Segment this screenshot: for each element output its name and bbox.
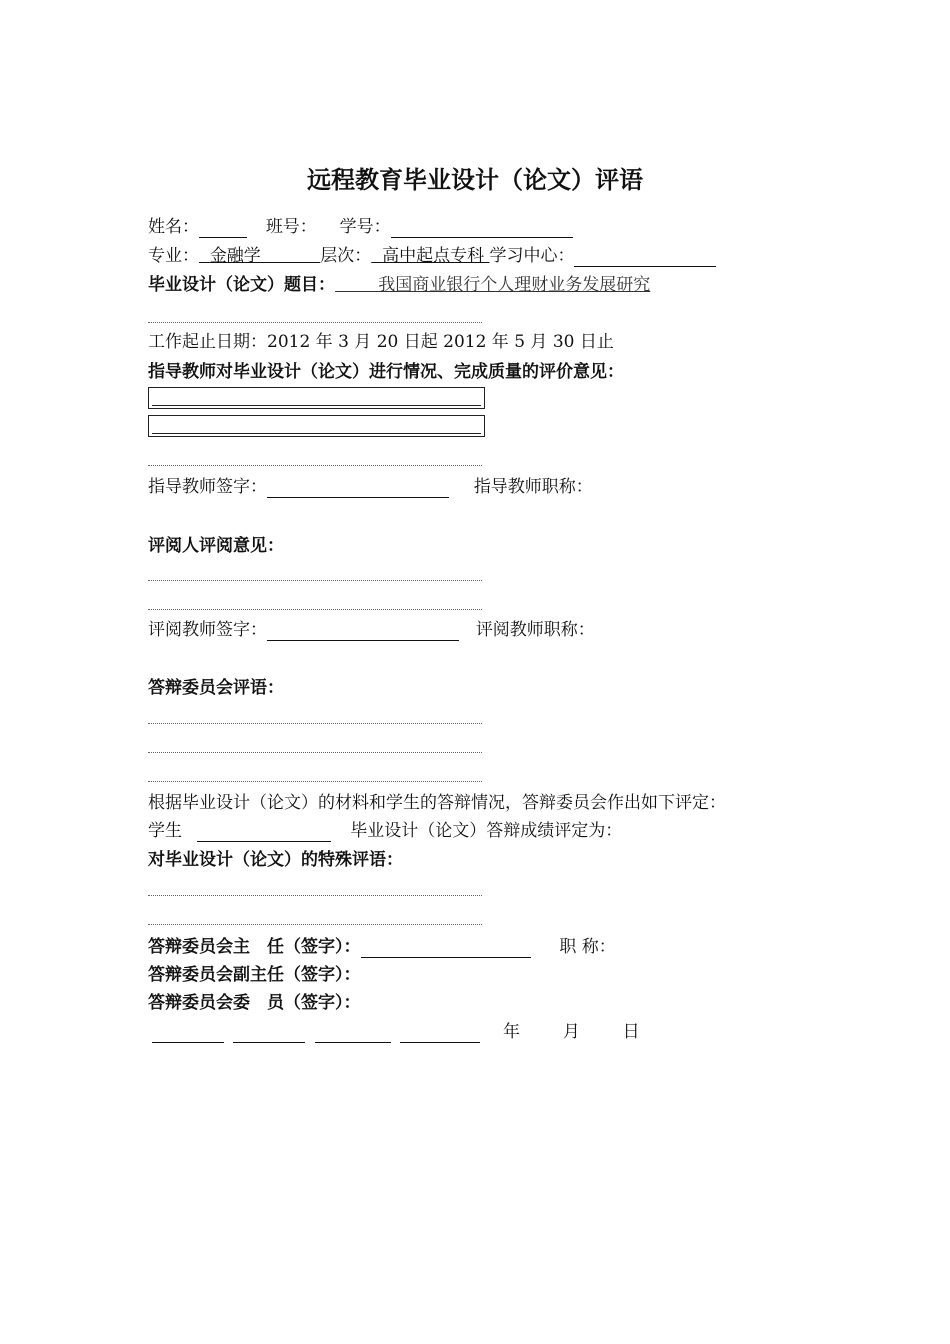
reviewer-sign-row (148, 619, 595, 641)
chair-label: 答辩委员会主 任（签字）： (148, 937, 361, 957)
advisor-title-label: 指导教师职称： (473, 477, 593, 497)
topic-continuation-line[interactable] (148, 322, 482, 323)
advisor-sign-field[interactable] (267, 480, 449, 498)
student-id-label: 学号： (339, 217, 391, 237)
advisor-heading: 指导教师对毕业设计（论文）进行情况、完成质量的评价意见： (148, 362, 624, 382)
topic-value: 我国商业银行个人理财业务发展研究 (378, 275, 651, 295)
major-label: 专业： (148, 246, 199, 266)
date-month-label: 月 (562, 1022, 580, 1042)
advisor-comment-box-1[interactable] (148, 387, 485, 409)
grade-row (148, 820, 622, 842)
advisor-comment-line[interactable] (148, 465, 482, 466)
name-field[interactable] (199, 220, 247, 238)
member-sign-field-2[interactable] (233, 1025, 305, 1043)
major-value: 金融学 (209, 246, 261, 266)
topic-label: 毕业设计（论文）题目： (148, 275, 335, 295)
student-name-field[interactable] (197, 824, 331, 842)
name-label: 姓名： (148, 217, 199, 237)
level-value: 高中起点专科 (382, 246, 485, 266)
committee-comment-line-3[interactable] (148, 781, 482, 782)
chair-sign-field[interactable] (361, 940, 531, 958)
advisor-sign-row (148, 476, 593, 498)
reviewer-title-label: 评阅教师职称： (475, 620, 595, 640)
center-label: 学习中心： (489, 246, 575, 266)
reviewer-comment-line-2[interactable] (148, 609, 482, 610)
committee-comment-line-1[interactable] (148, 723, 482, 724)
chair-title-label: 职 称： (559, 937, 616, 957)
student-info-row (148, 216, 573, 238)
committee-comment-line-2[interactable] (148, 752, 482, 753)
special-comment-line-2[interactable] (148, 924, 482, 925)
student-id-field[interactable] (391, 220, 573, 238)
member-label: 答辩委员会委 员（签字）： (148, 993, 361, 1013)
member-sign-field-1[interactable] (152, 1025, 224, 1043)
special-comment-line-1[interactable] (148, 895, 482, 896)
special-comment-heading: 对毕业设计（论文）的特殊评语： (148, 850, 403, 870)
date-day-label: 日 (622, 1022, 640, 1042)
committee-conclusion: 根据毕业设计（论文）的材料和学生的答辩情况，答辩委员会作出如下评定： (148, 793, 726, 813)
committee-heading: 答辩委员会评语： (148, 678, 284, 698)
vice-chair-label: 答辩委员会副主任（签字）： (148, 965, 361, 985)
center-field[interactable] (574, 249, 716, 267)
advisor-sign-label: 指导教师签字： (148, 477, 267, 497)
student-label: 学生 (148, 821, 182, 841)
member-sign-row (148, 1021, 640, 1043)
grade-label: 毕业设计（论文）答辩成绩评定为： (350, 821, 623, 841)
major-row (148, 245, 716, 267)
reviewer-sign-label: 评阅教师签字： (148, 620, 267, 640)
class-label: 班号： (265, 217, 317, 237)
advisor-comment-box-2[interactable] (148, 415, 485, 437)
work-dates: 工作起止日期：2012 年 3 月 20 日起 2012 年 5 月 30 日止 (148, 332, 614, 352)
reviewer-sign-field[interactable] (267, 623, 459, 641)
reviewer-heading: 评阅人评阅意见： (148, 536, 284, 556)
date-year-label: 年 (503, 1022, 521, 1042)
member-sign-field-4[interactable] (400, 1025, 480, 1043)
member-sign-field-3[interactable] (315, 1025, 391, 1043)
level-label: 层次： (320, 246, 372, 266)
reviewer-comment-line-1[interactable] (148, 580, 482, 581)
page-title: 远程教育毕业设计（论文）评语 (307, 166, 643, 194)
topic-row (148, 274, 650, 296)
chair-sign-row (148, 936, 616, 958)
